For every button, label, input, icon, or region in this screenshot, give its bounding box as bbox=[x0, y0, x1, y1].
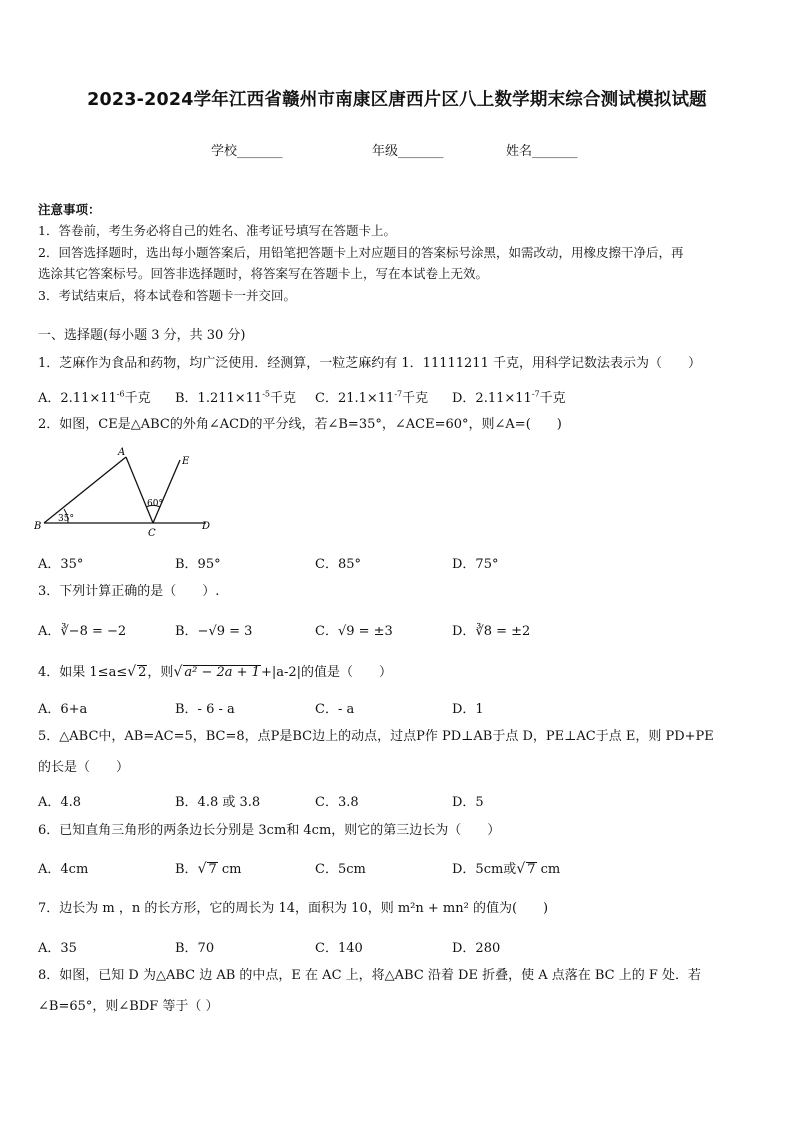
question-6-stem: 6．已知直角三角形的两条边长分别是 3cm和 4cm，则它的第三边长为（ ） bbox=[38, 823, 501, 838]
q1-option-a: A．$2.11\times 11^{-6}$千克 bbox=[38, 389, 151, 406]
q1-option-d: D．$2.11\times 11^{-7}$千克 bbox=[452, 389, 566, 406]
question-4-stem: 4．如果 1≤a≤√ 2，则√ a² − 2a + 1+|a-2|的值是（ ） bbox=[38, 664, 393, 680]
question-8-stem-cont: ∠B=65°，则∠BDF 等于（ ） bbox=[38, 999, 219, 1014]
q5-option-c: C．3.8 bbox=[315, 795, 359, 810]
question-3-stem: 3．下列计算正确的是（ ）. bbox=[38, 584, 220, 599]
question-5-stem: 5．△ABC中，AB=AC=5，BC=8，点P是BC边上的动点，过点P作 PD⊥AB于点 D，PE⊥AC于点 E，则 PD+PE bbox=[38, 729, 714, 744]
q7-option-b: B．70 bbox=[175, 941, 215, 956]
q4-option-a: A．6+a bbox=[38, 702, 88, 717]
q7-option-c: C．140 bbox=[315, 941, 363, 956]
question-1-stem: 1．芝麻作为食品和药物，均广泛使用．经测算，一粒芝麻约有 1．11111211 千克，用科学记数法表示为（ ） bbox=[38, 356, 701, 371]
q3-option-a: A．∛−8 = −2 bbox=[38, 624, 127, 639]
q7-option-d: D．280 bbox=[452, 941, 501, 956]
q2-option-c: C．85° bbox=[315, 557, 361, 572]
question-7-stem: 7．边长为 m ，n 的长方形，它的周长为 14，面积为 10，则 m²n + mn² 的值为( ) bbox=[38, 901, 549, 916]
q2-option-a: A．35° bbox=[38, 557, 84, 572]
q4-option-d: D．1 bbox=[452, 702, 484, 717]
notice-heading: 注意事项： bbox=[38, 202, 101, 217]
q5-option-d: D．5 bbox=[452, 795, 484, 810]
q2-triangle-figure bbox=[30, 443, 230, 543]
q4-option-b: B．- 6 - a bbox=[175, 702, 235, 717]
q1-option-b: B．$1.211\times 11^{-5}$千克 bbox=[175, 389, 297, 406]
q2-option-b: B．95° bbox=[175, 557, 221, 572]
q5-option-a: A．4.8 bbox=[38, 795, 82, 810]
school-field: 学校_______ bbox=[211, 144, 283, 159]
page-title: 2023-2024学年江西省赣州市南康区唐西片区八上数学期末综合测试模拟试题 bbox=[87, 90, 707, 110]
fig-label-a: A bbox=[118, 447, 126, 458]
fig-angle-b: 35° bbox=[58, 514, 74, 524]
q2-option-d: D．75° bbox=[452, 557, 499, 572]
fig-label-c: C bbox=[148, 528, 156, 539]
q3-option-d: D．∛8 = ±2 bbox=[452, 624, 531, 639]
q5-option-b: B．4.8 或 3.8 bbox=[175, 795, 261, 810]
fig-angle-c: 60° bbox=[147, 499, 163, 509]
fig-label-b: B bbox=[34, 521, 42, 532]
question-5-stem-cont: 的长是（ ） bbox=[38, 760, 130, 775]
notice-item-2-cont: 选涂其它答案标号。回答非选择题时，将答案写在答题卡上，写在本试卷上无效。 bbox=[38, 266, 489, 281]
q1-option-c: C．$21.1\times 11^{-7}$千克 bbox=[315, 389, 429, 406]
q3-option-b: B．−√9 = 3 bbox=[175, 624, 253, 639]
notice-item-3: 3．考试结束后，将本试卷和答题卡一并交回。 bbox=[38, 288, 296, 303]
fig-label-e: E bbox=[182, 456, 190, 467]
q4-option-c: C．- a bbox=[315, 702, 355, 717]
q3-option-c: C．√9 = ±3 bbox=[315, 624, 393, 639]
q6-option-c: C．5cm bbox=[315, 862, 366, 877]
q7-option-a: A．35 bbox=[38, 941, 77, 956]
notice-item-2: 2．回答选择题时，选出每小题答案后，用铅笔把答题卡上对应题目的答案标号涂黑，如需改动，用橡皮擦干净后，再 bbox=[38, 245, 684, 260]
notice-item-1: 1．答卷前，考生务必将自己的姓名、准考证号填写在答题卡上。 bbox=[38, 223, 396, 238]
q6-option-b: B．√ 7 cm bbox=[175, 861, 242, 877]
question-8-stem: 8．如图，已知 D 为△ABC 边 AB 的中点，E 在 AC 上，将△ABC 沿着 DE 折叠，使 A 点落在 BC 上的 F 处．若 bbox=[38, 968, 702, 983]
fig-label-d: D bbox=[202, 521, 211, 532]
name-field: 姓名_______ bbox=[506, 144, 578, 159]
question-2-stem: 2．如图，CE是△ABC的外角∠ACD的平分线，若∠B=35°，∠ACE=60°，则∠A=( ) bbox=[38, 417, 562, 432]
section-1-heading: 一、选择题(每小题 3 分，共 30 分) bbox=[38, 328, 246, 343]
q6-option-a: A．4cm bbox=[38, 862, 89, 877]
q6-option-d: D．5cm或√ 7 cm bbox=[452, 861, 561, 877]
grade-field: 年级_______ bbox=[372, 144, 444, 159]
